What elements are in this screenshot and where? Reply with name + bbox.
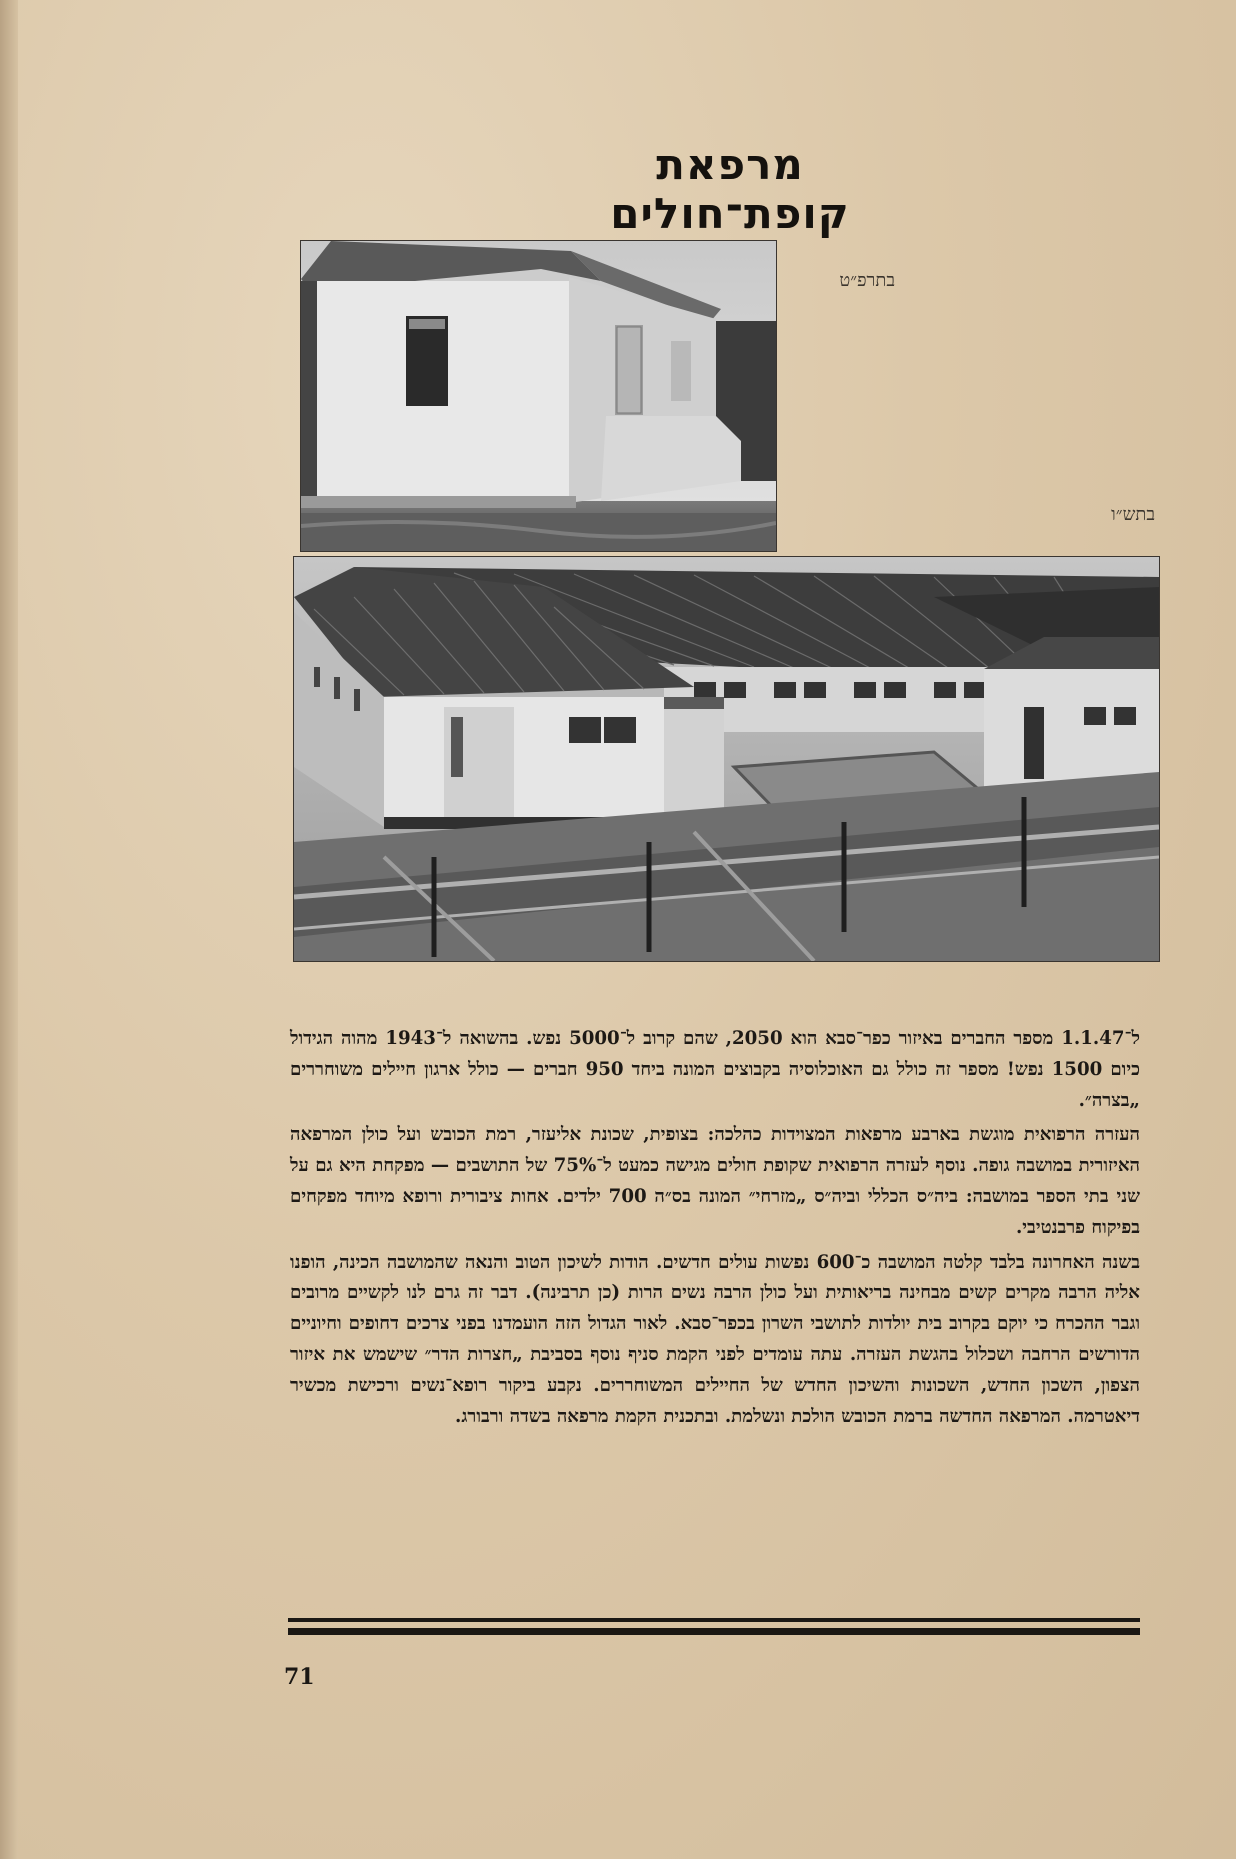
page-title: מרפאת קופת־חולים [610, 140, 850, 238]
photo-old-clinic [300, 240, 777, 552]
article-body [290, 1024, 1140, 1436]
article-paragraph: העזרה הרפואית מוגשת בארבע מרפאות המצוידות כהלכה: בצופית, שכונת אליעזר, רמת הכובש ועל כולן המרפאה האיזורית במושבה גופה. נוסף לעזרה הרפואית שקופת חולים מגישה כמעט ל־75% של התושבים — מפקחת היא גם על שני בתי הספר במושבה: ביה״ס הכללי וביה״ס „מזרחי״ המונה בס״ה 700 ילדים. אחות ציבורית ורופא מיוחד מפקחים בפיקוח פרבנטיבי. [290, 1124, 1141, 1238]
photo-new-clinic-model [293, 556, 1160, 962]
article-paragraph: בשנה האחרונה בלבד קלטה המושבה כ־600 נפשות עולים חדשים. הודות לשיכון הטוב והנאה שהמושבה הכינה, הופנו אליה הרבה מקרים קשים מבחינה בריאותית ועל כולן הרבה נשים הרות (כן תרבינה). דבר זה גרם לנו לקשיים מרובים וגבר ההכרח כי יוקם בקרוב בית יולדות לתושבי השרון בכפר־סבא. לאור הגדול הזה הועמדנו בפני צרכים דחופים וחיוניים הדורשים הרחבה ושכלול בהגשת העזרה. עתה עומדים לפני הקמת סניף נוסף בסביבת „חצרות הדר״ שישמש את איזור הצפון, השכון החדש, השכונות והשיכון החדש של החיילים המשוחררים. נקבע ביקור רופא־נשים ורכישת מכשיר דיאטרמה. המרפאה החדשה ברמת הכובש הולכת ונשלמת. ובתכנית הקמת מרפאה בשדה ורבורג. [290, 1251, 1140, 1427]
article-paragraph: ל־1.1.47 מספר החברים באיזור כפר־סבא הוא 2050, שהם קרוב ל־5000 נפש. בהשואה ל־1943 מהוה הגידול כיום 1500 נפש! מספר זה כולל גם האוכלוסיה בקבוצים המונה ביחד 950 חברים — כולל ארגון חיילים משוחררים „בצרה״. [290, 1028, 1140, 1111]
photo-caption-new: בתש״ו [1111, 504, 1155, 525]
photo-caption-old: בתרפ״ט [839, 270, 895, 291]
page-number: 71 [284, 1664, 315, 1690]
footer-rule-thin [288, 1618, 1140, 1622]
footer-rule-thick [288, 1628, 1140, 1635]
